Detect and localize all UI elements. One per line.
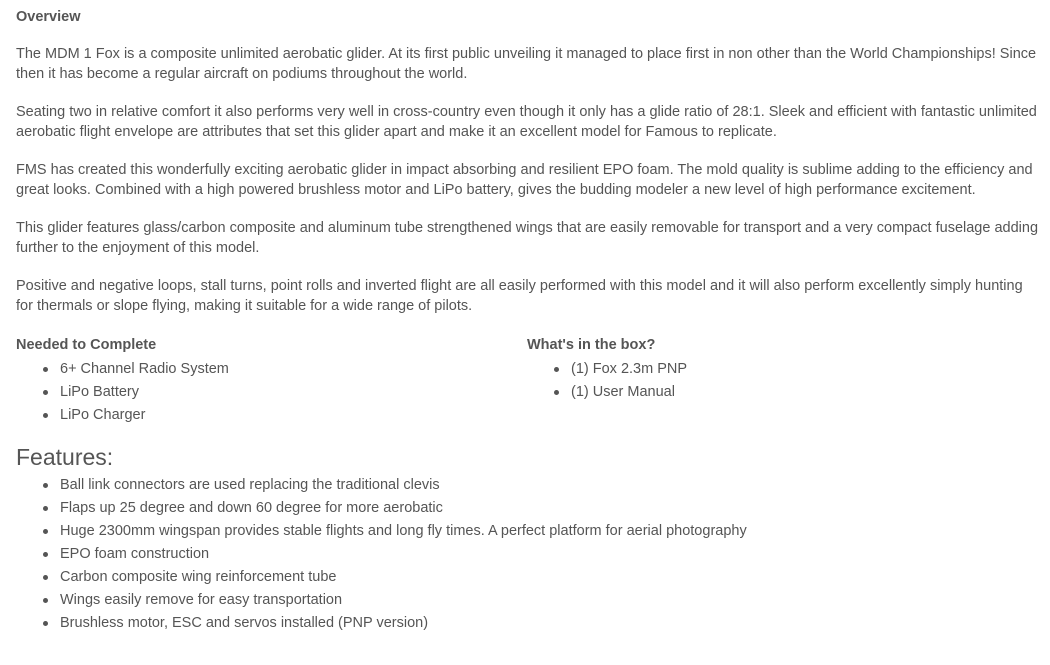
- needed-to-complete: [16, 335, 527, 427]
- requirements-section: [16, 335, 1038, 427]
- features-list: [16, 474, 1038, 635]
- list-item: LiPo Charger: [60, 404, 527, 427]
- list-item: LiPo Battery: [60, 381, 527, 404]
- overview-heading: Overview: [16, 9, 81, 25]
- list-item: Ball link connectors are used replacing the traditional clevis: [60, 474, 1038, 497]
- overview-paragraph: The MDM 1 Fox is a composite unlimited aerobatic glider. At its first public unveiling it managed to place first in non other than the World Championships! Since then it has become a regular aircraft on podiums throughout the world.: [16, 46, 1037, 82]
- list-item: (1) Fox 2.3m PNP: [571, 358, 1038, 381]
- list-item: Carbon composite wing reinforcement tube: [60, 566, 1038, 589]
- list-item: Brushless motor, ESC and servos installed (PNP version): [60, 612, 1038, 635]
- whats-in-the-box: [527, 335, 1038, 427]
- list-item: EPO foam construction: [60, 543, 1038, 566]
- list-item: Flaps up 25 degree and down 60 degree for more aerobatic: [60, 497, 1038, 520]
- overview-paragraph: FMS has created this wonderfully exciting aerobatic glider in impact absorbing and resilient EPO foam. The mold quality is sublime adding to the efficiency and great looks. Combined with a high powered brushless motor and LiPo battery, gives the budding modeler a new level of high performance excitement.: [16, 162, 1033, 198]
- list-item: Huge 2300mm wingspan provides stable flights and long fly times. A perfect platform for aerial photography: [60, 520, 1038, 543]
- overview-paragraph: Positive and negative loops, stall turns, point rolls and inverted flight are all easily performed with this model and it will also perform excellently simply hunting for thermals or slope flying, making it suitable for a wide range of pilots.: [16, 278, 1023, 314]
- needed-heading: Needed to Complete: [16, 337, 157, 353]
- overview-paragraph: This glider features glass/carbon composite and aluminum tube strengthened wings that are easily removable for transport and a very compact fuselage adding further to the enjoyment of this model.: [16, 220, 1039, 256]
- list-item: (1) User Manual: [571, 381, 1038, 404]
- list-item: 6+ Channel Radio System: [60, 358, 527, 381]
- needed-list: [16, 358, 527, 427]
- overview-paragraph: Seating two in relative comfort it also performs very well in cross-country even though it only has a glide ratio of 28:1. Sleek and efficient with fantastic unlimited aerobatic flight envelope are attributes that set this glider apart and make it an excellent model for Famous to replicate.: [16, 104, 1037, 140]
- in-box-list: [527, 358, 1038, 404]
- in-box-heading: What's in the box?: [527, 337, 656, 353]
- features-heading: Features:: [16, 444, 114, 470]
- list-item: Wings easily remove for easy transportation: [60, 589, 1038, 612]
